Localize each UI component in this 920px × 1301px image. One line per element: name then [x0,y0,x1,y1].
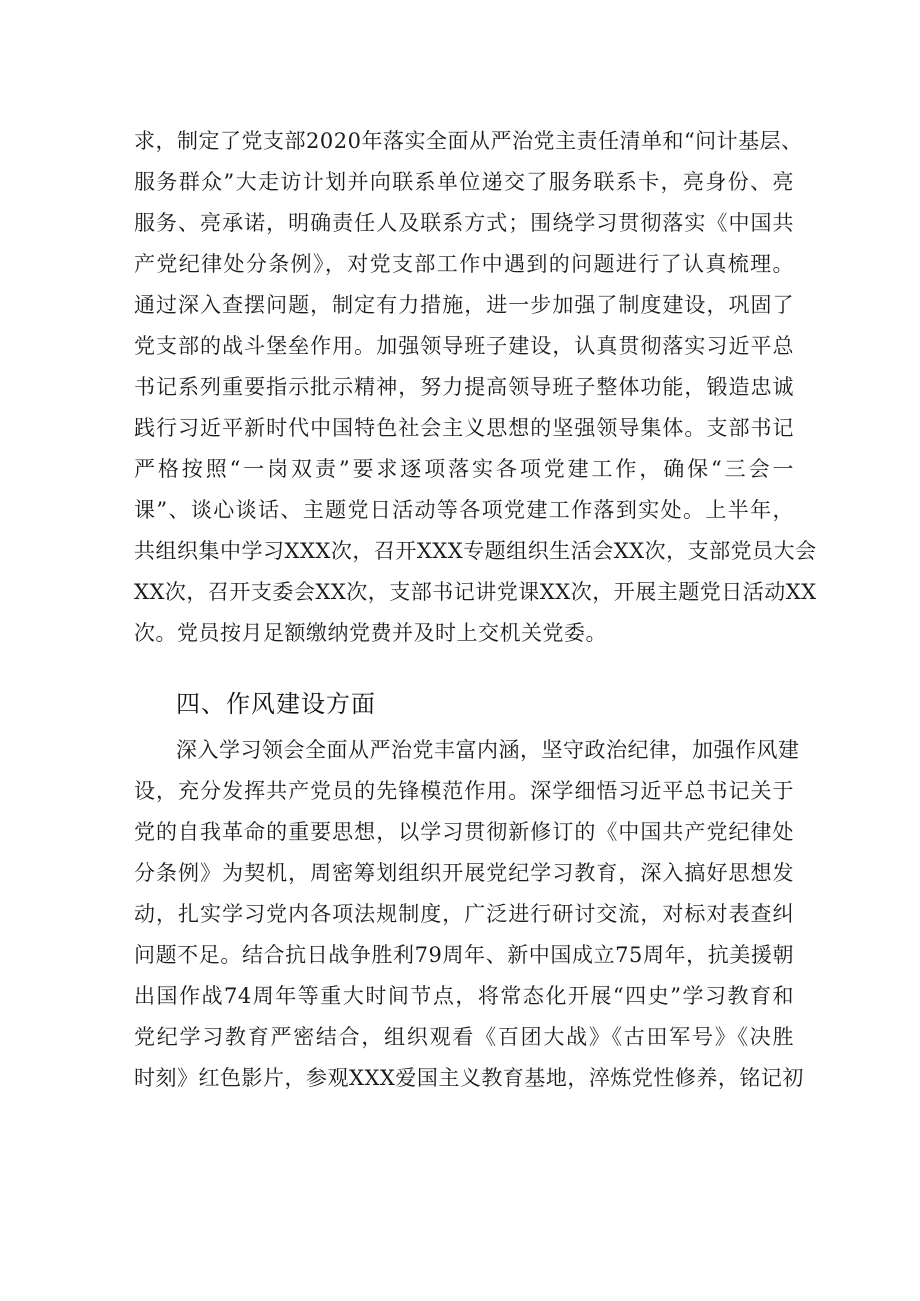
text-line: XX次，召开支委会XX次，支部书记讲党课XX次，开展主题党日活动XX [134,580,817,604]
text-line: 严格按照“一岗双责”要求逐项落实各项党建工作，确保“三会一 [134,457,794,481]
text-line: 产党纪律处分条例》，对党支部工作中遇到的问题进行了认真梳理。 [134,252,794,276]
text-line: 分条例》为契机，周密筹划组织开展党纪学习教育，深入搞好思想发 [134,861,794,885]
text-line: 问题不足。结合抗日战争胜利79周年、新中国成立75周年，抗美援朝 [134,943,794,967]
text-line: 课”、谈心谈话、主题党日活动等各项党建工作落到实处。上半年， [134,498,794,522]
text-line: 书记系列重要指示批示精神，努力提高领导班子整体功能，锻造忠诚 [134,375,794,399]
section-heading: 四、作风建设方面 [176,690,376,718]
text-line: 服务、亮承诺，明确责任人及联系方式；围绕学习贯彻落实《中国共 [134,211,794,235]
text-line: 共组织集中学习XXX次，召开XXX专题组织生活会XX次，支部党员大会 [134,539,817,563]
text-line: 时刻》红色影片，参观XXX爱国主义教育基地，淬炼党性修养，铭记初 [134,1066,804,1090]
text-line: 党支部的战斗堡垒作用。加强领导班子建设，认真贯彻落实习近平总 [134,334,794,358]
text-line: 党的自我革命的重要思想，以学习贯彻新修订的《中国共产党纪律处 [134,820,794,844]
text-line: 求，制定了党支部2020年落实全面从严治党主责任清单和“问计基层、 [134,129,803,153]
text-line: 践行习近平新时代中国特色社会主义思想的坚强领导集体。支部书记 [134,416,794,440]
text-line: 深入学习领会全面从严治党丰富内涵，坚守政治纪律，加强作风建 [176,738,800,762]
text-line: 动，扎实学习党内各项法规制度，广泛进行研讨交流，对标对表查纠 [134,902,794,926]
text-line: 通过深入查摆问题，制定有力措施，进一步加强了制度建设，巩固了 [134,293,794,317]
text-line: 次。党员按月足额缴纳党费并及时上交机关党委。 [134,621,607,645]
text-line: 出国作战74周年等重大时间节点，将常态化开展“四史”学习教育和 [134,984,794,1008]
text-line: 设，充分发挥共产党员的先锋模范作用。深学细悟习近平总书记关于 [134,779,794,803]
text-line: 服务群众”大走访计划并向联系单位递交了服务联系卡，亮身份、亮 [134,170,794,194]
text-line: 党纪学习教育严密结合，组织观看《百团大战》《古田军号》《决胜 [134,1025,794,1049]
